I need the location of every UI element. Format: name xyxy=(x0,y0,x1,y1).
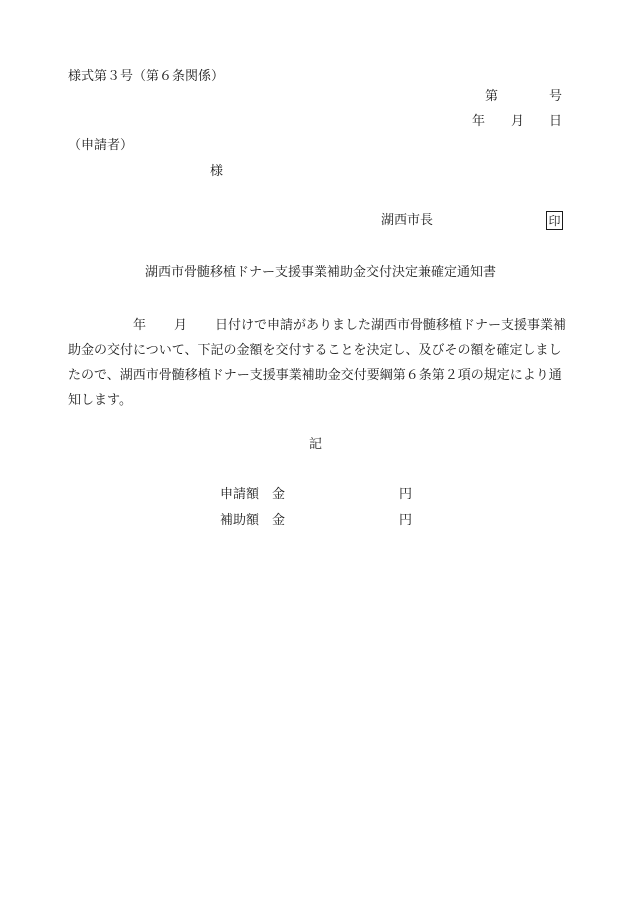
body-line-3: たので、湖西市骨髄移植ドナー支援事業補助金交付要綱第６条第２項の規定により通 xyxy=(68,368,562,383)
document-number-suffix: 号 xyxy=(549,89,563,104)
document-title: 湖西市骨髄移植ドナー支援事業補助金交付決定兼確定通知書 xyxy=(145,265,497,280)
body-line-4: 知します。 xyxy=(68,393,132,408)
body-line-1 xyxy=(68,313,567,338)
applied-amount-kin: 金 xyxy=(272,487,286,502)
ki-heading: 記 xyxy=(309,437,323,452)
document-number-prefix: 第 xyxy=(485,89,499,104)
seal-stamp: 印 xyxy=(546,211,563,230)
applied-amount-yen: 円 xyxy=(399,487,413,502)
body-line-2: 助金の交付について、下記の金額を交付することを決定し、及びその額を確定しまし xyxy=(68,343,562,358)
applied-amount-row xyxy=(220,488,412,501)
body-line-1-text: 日付けで申請がありました湖西市骨髄移植ドナー支援事業補 xyxy=(215,318,567,333)
form-number: 様式第３号（第６条関係） xyxy=(68,69,225,84)
applied-amount-label: 申請額 xyxy=(220,487,260,502)
issuer-name: 湖西市長 xyxy=(381,213,434,228)
date-month-label: 月 xyxy=(511,114,525,129)
subsidy-amount-row xyxy=(220,514,412,527)
date-year-label: 年 xyxy=(472,114,486,129)
body-year-label: 年 xyxy=(133,318,147,333)
addressee-honorific: 様 xyxy=(210,164,224,179)
date-day-label: 日 xyxy=(549,114,563,129)
subsidy-amount-yen: 円 xyxy=(399,513,413,528)
notice-body xyxy=(68,313,567,413)
subsidy-amount-kin: 金 xyxy=(272,513,286,528)
body-month-label: 月 xyxy=(174,318,188,333)
applicant-label: （申請者） xyxy=(68,138,134,153)
subsidy-amount-label: 補助額 xyxy=(220,513,260,528)
